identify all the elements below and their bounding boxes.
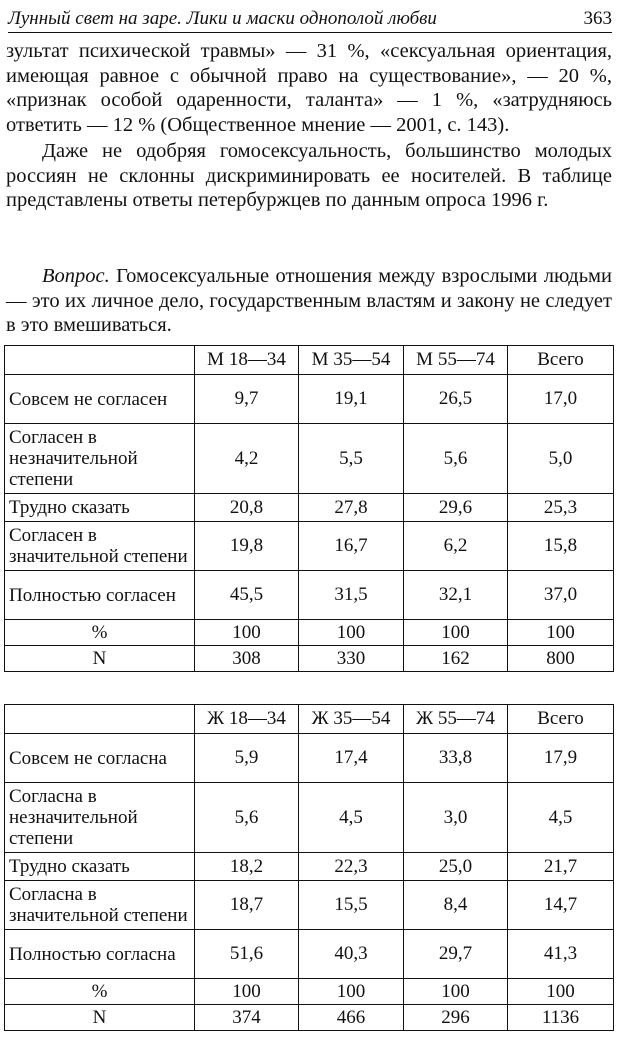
- header-corner-cell: [5, 705, 195, 734]
- table-row: [5, 522, 614, 571]
- row-label: Согласен в значительной степени: [5, 522, 195, 571]
- row-label: %: [5, 620, 195, 646]
- table-cell: 17,4: [299, 734, 404, 783]
- table-row: [5, 424, 614, 494]
- table-cell: 100: [299, 620, 404, 646]
- table-cell: 100: [508, 979, 614, 1005]
- table-cell: 5,9: [195, 734, 299, 783]
- table-cell: 374: [195, 1005, 299, 1031]
- table-row: [5, 646, 614, 672]
- table-cell: 5,6: [195, 783, 299, 853]
- table-cell: 9,7: [195, 375, 299, 424]
- row-label: Согласен в незначительной степени: [5, 424, 195, 494]
- row-label: Согласна в значительной степени: [5, 881, 195, 930]
- table-men: [4, 345, 614, 672]
- row-label: Полностью согласен: [5, 571, 195, 620]
- table-cell: 1136: [508, 1005, 614, 1031]
- table-cell: 15,5: [299, 881, 404, 930]
- table-row: [5, 734, 614, 783]
- column-header: М 18—34: [195, 346, 299, 375]
- table-cell: 27,8: [299, 494, 404, 522]
- table-cell: 162: [404, 646, 508, 672]
- table-cell: 41,3: [508, 930, 614, 979]
- paragraph-2: Даже не одобряя гомосексуальность, большинство молодых россиян не склонны дискриминировать ее носителей. В таблице представлены ответы петербуржцев по данным опроса 1996 г.: [6, 140, 612, 212]
- table-cell: 100: [195, 979, 299, 1005]
- column-header: Ж 18—34: [195, 705, 299, 734]
- table-cell: 33,8: [404, 734, 508, 783]
- table-row: [5, 783, 614, 853]
- table-row: [5, 930, 614, 979]
- row-label: Совсем не согласна: [5, 734, 195, 783]
- row-label: Трудно сказать: [5, 853, 195, 881]
- table-cell: 29,6: [404, 494, 508, 522]
- table-women: [4, 704, 614, 1031]
- table-header-row: [5, 346, 614, 375]
- table-row: [5, 571, 614, 620]
- row-label: Совсем не согласен: [5, 375, 195, 424]
- table-cell: 100: [404, 620, 508, 646]
- table-cell: 20,8: [195, 494, 299, 522]
- row-label: Полностью согласна: [5, 930, 195, 979]
- table-cell: 16,7: [299, 522, 404, 571]
- table-cell: 21,7: [508, 853, 614, 881]
- table-row: [5, 853, 614, 881]
- table-cell: 18,2: [195, 853, 299, 881]
- row-label: %: [5, 979, 195, 1005]
- table-cell: 100: [195, 620, 299, 646]
- question-text: Гомосексуальные отношения между взрослыми людьми — это их личное дело, государственным властям и закону не следует в это вмешиваться.: [6, 265, 612, 337]
- table-cell: 6,2: [404, 522, 508, 571]
- table-cell: 4,5: [508, 783, 614, 853]
- table-cell: 3,0: [404, 783, 508, 853]
- table-cell: 296: [404, 1005, 508, 1031]
- row-label: Трудно сказать: [5, 494, 195, 522]
- table-cell: 4,5: [299, 783, 404, 853]
- question-label: Вопрос.: [42, 265, 110, 287]
- column-header: М 35—54: [299, 346, 404, 375]
- table-row: [5, 375, 614, 424]
- table-cell: 29,7: [404, 930, 508, 979]
- table-cell: 100: [299, 979, 404, 1005]
- table-cell: 17,9: [508, 734, 614, 783]
- table-cell: 100: [508, 620, 614, 646]
- table-row: [5, 620, 614, 646]
- table-cell: 466: [299, 1005, 404, 1031]
- table-cell: 800: [508, 646, 614, 672]
- table-row: [5, 494, 614, 522]
- table-cell: 5,5: [299, 424, 404, 494]
- table-cell: 4,2: [195, 424, 299, 494]
- question-paragraph: [6, 264, 612, 338]
- row-label: Согласна в незначительной степени: [5, 783, 195, 853]
- table-cell: 40,3: [299, 930, 404, 979]
- column-header: Ж 55—74: [404, 705, 508, 734]
- table-cell: 19,8: [195, 522, 299, 571]
- table-row: [5, 1005, 614, 1031]
- column-header: Всего: [508, 346, 614, 375]
- column-header: Всего: [508, 705, 614, 734]
- table-cell: 18,7: [195, 881, 299, 930]
- table-row: [5, 881, 614, 930]
- table-cell: 25,0: [404, 853, 508, 881]
- table-cell: 25,3: [508, 494, 614, 522]
- table-cell: 308: [195, 646, 299, 672]
- table-row: [5, 979, 614, 1005]
- table-cell: 15,8: [508, 522, 614, 571]
- paragraph-1: зультат психической травмы» — 31 %, «сексуальная ориентация, имеющая равное с обычной право на существование», — 20 %, «признак особой одаренности, таланта» — 1 %, «затрудняюсь ответить — 12 % (Общественное мнение — 2001, с. 143).: [6, 40, 612, 136]
- column-header: Ж 35—54: [299, 705, 404, 734]
- page-header: [8, 4, 612, 33]
- table-cell: 26,5: [404, 375, 508, 424]
- table-cell: 45,5: [195, 571, 299, 620]
- running-head: Лунный свет на заре. Лики и маски однополой любви: [8, 8, 437, 29]
- table-cell: 14,7: [508, 881, 614, 930]
- table-cell: 22,3: [299, 853, 404, 881]
- column-header: М 55—74: [404, 346, 508, 375]
- table-cell: 31,5: [299, 571, 404, 620]
- table-cell: 100: [404, 979, 508, 1005]
- table-cell: 330: [299, 646, 404, 672]
- table-cell: 37,0: [508, 571, 614, 620]
- row-label: N: [5, 1005, 195, 1031]
- header-corner-cell: [5, 346, 195, 375]
- table-cell: 32,1: [404, 571, 508, 620]
- table-cell: 17,0: [508, 375, 614, 424]
- row-label: N: [5, 646, 195, 672]
- page-number: 363: [583, 8, 612, 29]
- table-cell: 51,6: [195, 930, 299, 979]
- table-header-row: [5, 705, 614, 734]
- table-cell: 19,1: [299, 375, 404, 424]
- table-cell: 5,0: [508, 424, 614, 494]
- table-cell: 5,6: [404, 424, 508, 494]
- table-cell: 8,4: [404, 881, 508, 930]
